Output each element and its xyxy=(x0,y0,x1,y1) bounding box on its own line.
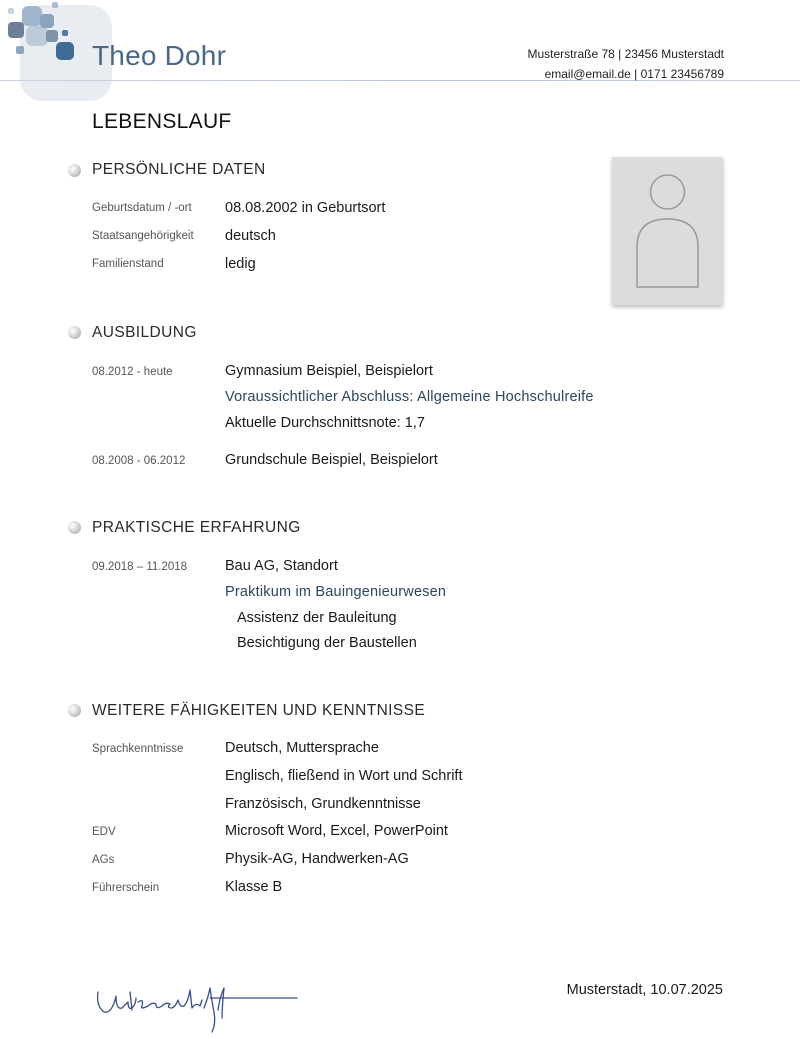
skill-value: Englisch, fließend in Wort und Schrift xyxy=(225,768,463,784)
section-personal-heading: PERSÖNLICHE DATEN xyxy=(92,161,266,178)
label-ags: AGs xyxy=(92,854,115,866)
label-birth: Geburtsdatum / -ort xyxy=(92,202,192,214)
label-edv: EDV xyxy=(92,826,116,838)
label-marital-status: Familienstand xyxy=(92,258,164,270)
label-license: Führerschein xyxy=(92,882,160,894)
document-title: LEBENSLAUF xyxy=(92,110,232,133)
address: Musterstraße 78 | 23456 Musterstadt xyxy=(527,47,724,61)
education-line: Gymnasium Beispiel, Beispielort xyxy=(225,363,433,379)
education-date: 08.2008 - 06.2012 xyxy=(92,455,186,467)
section-bullet-icon xyxy=(68,521,81,534)
skill-value: Deutsch, Muttersprache xyxy=(225,740,379,756)
experience-line: Assistenz der Bauleitung xyxy=(237,610,397,626)
section-bullet-icon xyxy=(68,704,81,717)
skill-value: Klasse B xyxy=(225,879,283,895)
education-date: 08.2012 - heute xyxy=(92,366,173,378)
skill-value: Französisch, Grundkenntnisse xyxy=(225,796,421,812)
label-languages: Sprachkenntnisse xyxy=(92,743,184,755)
experience-date: 09.2018 – 11.2018 xyxy=(92,561,188,573)
contact-block xyxy=(527,44,724,84)
education-line: Grundschule Beispiel, Beispielort xyxy=(225,452,438,468)
section-bullet-icon xyxy=(68,164,81,177)
section-education-heading: AUSBILDUNG xyxy=(92,324,197,341)
experience-line: Praktikum im Bauingenieurwesen xyxy=(225,584,447,600)
section-experience-heading: PRAKTISCHE ERFAHRUNG xyxy=(92,519,301,536)
section-skills-heading: WEITERE FÄHIGKEITEN UND KENNTNISSE xyxy=(92,702,426,719)
value-marital-status: ledig xyxy=(225,256,256,272)
applicant-name: Theo Dohr xyxy=(92,40,227,71)
label-nationality: Staatsangehörigkeit xyxy=(92,230,194,242)
person-icon xyxy=(612,157,723,305)
email-phone: email@email.de | 0171 23456789 xyxy=(544,67,724,81)
experience-line: Bau AG, Standort xyxy=(225,558,338,574)
profile-photo-placeholder xyxy=(612,157,723,305)
skill-value: Microsoft Word, Excel, PowerPoint xyxy=(225,823,448,839)
experience-line: Besichtigung der Baustellen xyxy=(237,635,417,651)
value-birth: 08.08.2002 in Geburtsort xyxy=(225,200,386,216)
signature xyxy=(92,978,302,1038)
value-nationality: deutsch xyxy=(225,228,276,244)
date-place: Musterstadt, 10.07.2025 xyxy=(566,982,723,998)
skill-value: Physik-AG, Handwerken-AG xyxy=(225,851,409,867)
section-bullet-icon xyxy=(68,326,81,339)
education-line: Voraussichtlicher Abschluss: Allgemeine Hochschulreife xyxy=(225,389,594,405)
education-line: Aktuelle Durchschnittsnote: 1,7 xyxy=(225,415,425,431)
